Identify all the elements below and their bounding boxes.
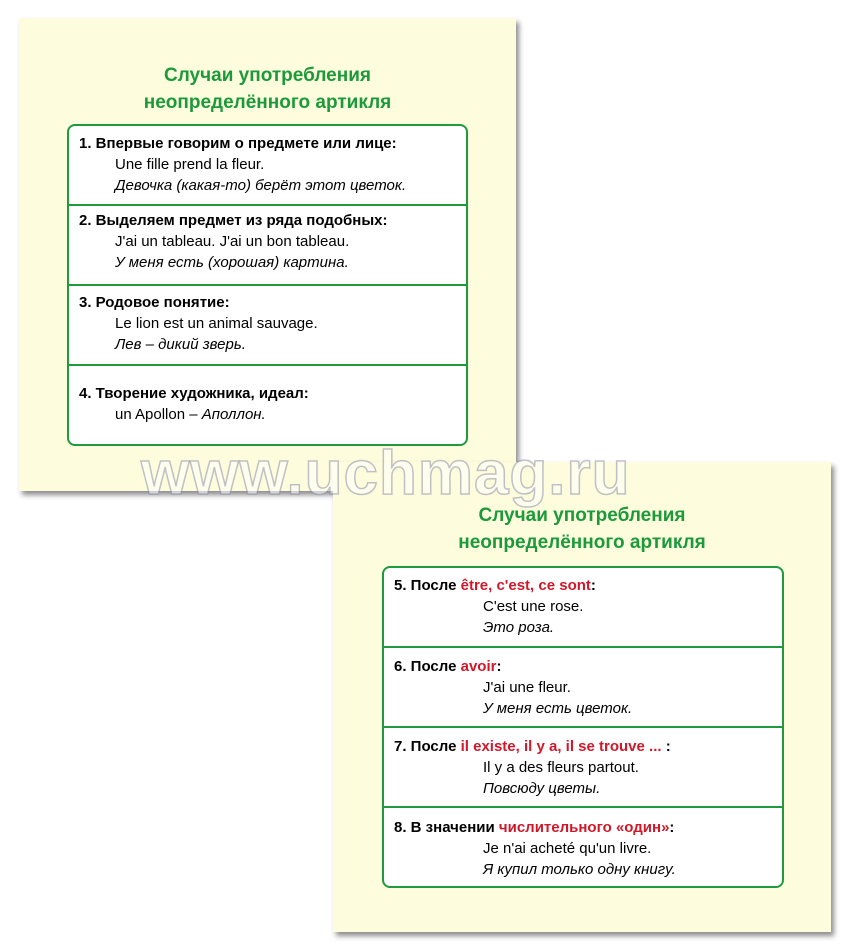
rule-example: C'est une rose. <box>483 598 584 615</box>
rule-translation: Повсюду цветы. <box>483 780 601 797</box>
rule-translation: Я купил только одну книгу. <box>483 861 676 878</box>
rule-translation: Лев – дикий зверь. <box>115 336 246 353</box>
rule-heading-highlight: числительного «один» <box>498 819 670 836</box>
rule-heading-suffix: : <box>590 577 596 594</box>
rule-heading-highlight: il existe, il y a, il se trouve ... <box>460 738 662 755</box>
rule-example-line <box>115 406 266 423</box>
card-title <box>333 502 831 556</box>
rule-translation: Это роза. <box>483 619 555 636</box>
rule-heading: 3. Родовое понятие: <box>79 294 230 311</box>
rule-example: J'ai une fleur. <box>483 679 571 696</box>
rule-heading-highlight: avoir <box>460 658 497 675</box>
rule-item-7 <box>384 726 782 806</box>
rule-example: Il y a des fleurs partout. <box>483 759 639 776</box>
rule-heading-prefix: 8. В значении <box>394 819 499 836</box>
rule-translation: У меня есть (хорошая) картина. <box>115 254 349 271</box>
watermark: www.uchmag.ru <box>141 439 631 508</box>
rule-heading: 1. Впервые говорим о предмете или лице: <box>79 135 397 152</box>
rule-heading-suffix: : <box>496 658 502 675</box>
rule-heading-suffix: : <box>661 738 671 755</box>
rule-item-1 <box>69 126 466 204</box>
rule-example: Le lion est un animal sauvage. <box>115 315 318 332</box>
rule-card-2 <box>333 462 831 932</box>
card-title-line-2: неопределённого артикля <box>143 92 392 113</box>
rule-example: J'ai un tableau. J'ai un bon tableau. <box>115 233 350 250</box>
rule-item-2 <box>69 204 466 284</box>
rule-example: Je n'ai acheté qu'un livre. <box>483 840 652 857</box>
rule-example: un Apollon – <box>115 406 202 423</box>
rule-heading-prefix: 6. После <box>394 658 461 675</box>
rule-heading: 4. Творение художника, идеал: <box>79 385 309 402</box>
rule-heading <box>394 738 671 755</box>
rule-heading: 2. Выделяем предмет из ряда подобных: <box>79 212 388 229</box>
rule-heading-prefix: 7. После <box>394 738 461 755</box>
rule-heading <box>394 658 501 675</box>
rule-card-1 <box>19 18 516 491</box>
rule-heading-highlight: être, c'est, ce sont <box>460 577 591 594</box>
rule-item-3 <box>69 284 466 364</box>
rule-translation: Аполлон. <box>201 406 266 423</box>
rule-translation: У меня есть цветок. <box>483 700 633 717</box>
rule-example: Une fille prend la fleur. <box>115 156 265 173</box>
rule-item-6 <box>384 646 782 726</box>
rule-heading-suffix: : <box>669 819 675 836</box>
card-title-line-1: Случаи употребления <box>478 505 686 526</box>
card-title-line-2: неопределённого артикля <box>458 532 706 553</box>
rules-box <box>382 566 784 888</box>
rule-heading-prefix: 5. После <box>394 577 461 594</box>
rule-heading <box>394 577 596 594</box>
rule-translation: Девочка (какая-то) берёт этот цветок. <box>115 177 407 194</box>
rule-heading <box>394 819 674 836</box>
card-title-line-1: Случаи употребления <box>164 65 371 86</box>
card-title <box>19 62 516 116</box>
rule-item-5 <box>384 568 782 646</box>
rules-box <box>67 124 468 446</box>
rule-item-8 <box>384 806 782 888</box>
rule-item-4 <box>69 364 466 446</box>
